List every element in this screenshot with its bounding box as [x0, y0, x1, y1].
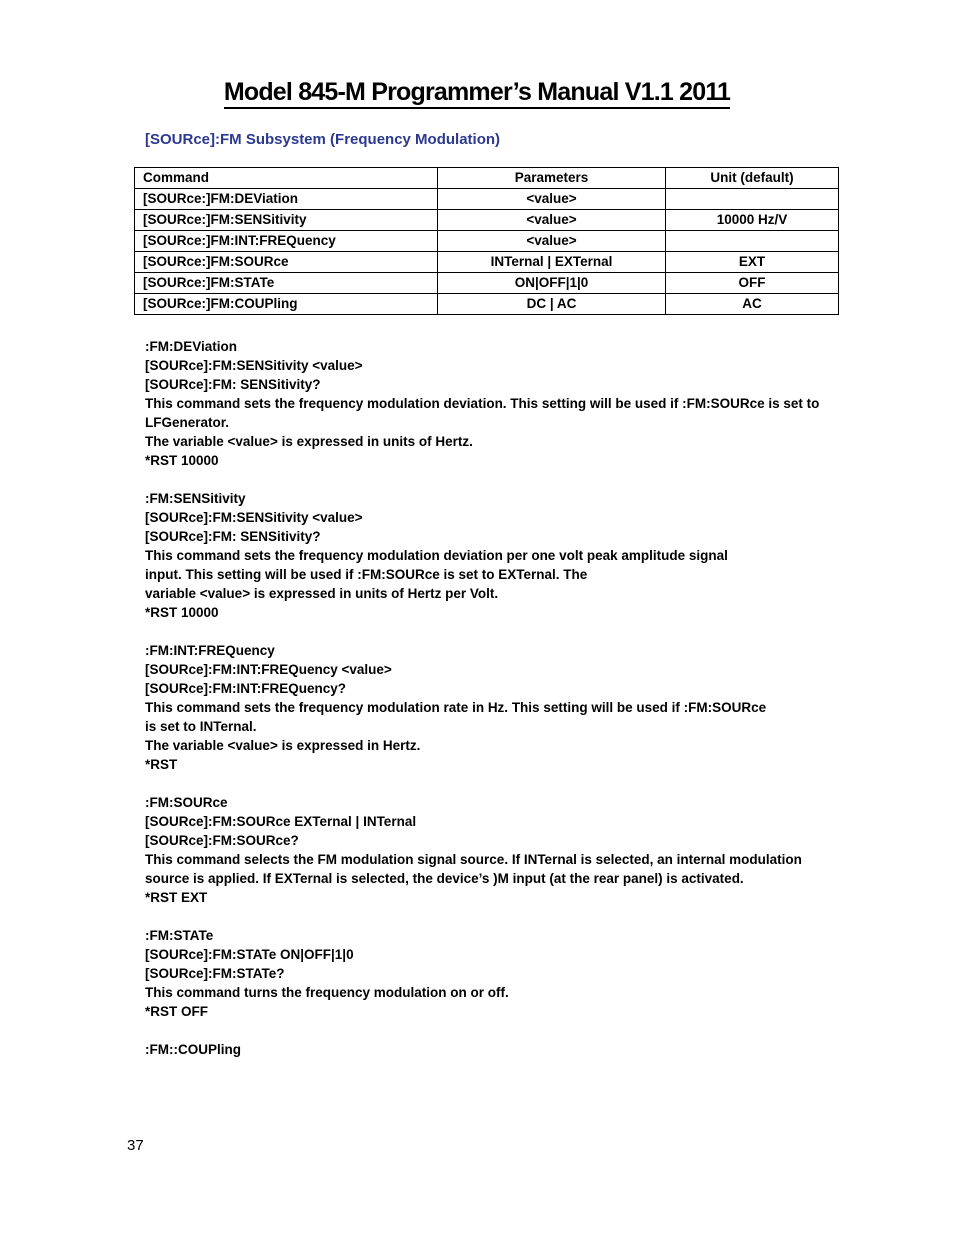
- command-name: :FM:DEViation: [145, 339, 237, 354]
- command-description: is set to INTernal.: [145, 719, 257, 734]
- table-cell-unit: [665, 189, 838, 210]
- command-description: This command turns the frequency modulation on or off.: [145, 985, 509, 1000]
- command-block-state: [145, 926, 825, 1021]
- command-reset-value: *RST 10000: [145, 453, 219, 468]
- command-description: This command sets the frequency modulation deviation. This setting will be used if :FM:SOURce is set to: [145, 396, 820, 411]
- page-number: 37: [127, 1137, 144, 1154]
- table-row: [135, 210, 839, 231]
- command-block-coupling: [145, 1040, 825, 1059]
- command-description: This command sets the frequency modulation deviation per one volt peak amplitude signal: [145, 548, 728, 563]
- command-query: [SOURce]:FM:INT:FREQuency?: [145, 681, 347, 696]
- table-cell-command: [SOURce:]FM:DEViation: [135, 189, 438, 210]
- table-cell-command: [SOURce:]FM:COUPling: [135, 294, 438, 315]
- command-name: :FM:INT:FREQuency: [145, 643, 275, 658]
- table-header-command: Command: [135, 168, 438, 189]
- command-table: [134, 167, 839, 315]
- page-title: [0, 78, 954, 107]
- command-syntax: [SOURce]:FM:STATe ON|OFF|1|0: [145, 947, 354, 962]
- command-query: [SOURce]:FM: SENSitivity?: [145, 377, 321, 392]
- table-cell-command: [SOURce:]FM:INT:FREQuency: [135, 231, 438, 252]
- command-block-deviation: [145, 337, 825, 470]
- table-row: [135, 189, 839, 210]
- table-cell-unit: AC: [665, 294, 838, 315]
- command-syntax: [SOURce]:FM:INT:FREQuency <value>: [145, 662, 392, 677]
- command-reset-value: *RST 10000: [145, 605, 219, 620]
- command-block-int-frequency: [145, 641, 825, 774]
- table-cell-unit: [665, 231, 838, 252]
- command-query: [SOURce]:FM:STATe?: [145, 966, 285, 981]
- command-name: :FM:STATe: [145, 928, 214, 943]
- command-name: :FM::COUPling: [145, 1042, 241, 1057]
- command-description: variable <value> is expressed in units of Hertz per Volt.: [145, 586, 499, 601]
- command-reset-value: *RST: [145, 757, 178, 772]
- command-syntax: [SOURce]:FM:SOURce EXTernal | INTernal: [145, 814, 417, 829]
- table-row: [135, 231, 839, 252]
- table-header-row: [135, 168, 839, 189]
- command-name: :FM:SENSitivity: [145, 491, 246, 506]
- table-cell-parameters: DC | AC: [438, 294, 666, 315]
- section-heading: [SOURce]:FM Subsystem (Frequency Modulation): [145, 131, 501, 148]
- table-cell-parameters: ON|OFF|1|0: [438, 273, 666, 294]
- command-query: [SOURce]:FM:SOURce?: [145, 833, 299, 848]
- table-cell-parameters: INTernal | EXTernal: [438, 252, 666, 273]
- command-description: This command selects the FM modulation signal source. If INTernal is selected, an internal modulation: [145, 852, 802, 867]
- command-descriptions: [145, 337, 825, 1078]
- command-description: input. This setting will be used if :FM:SOURce is set to EXTernal. The: [145, 567, 588, 582]
- table-cell-command: [SOURce:]FM:SOURce: [135, 252, 438, 273]
- table-header-parameters: Parameters: [438, 168, 666, 189]
- command-name: :FM:SOURce: [145, 795, 228, 810]
- table-row: [135, 252, 839, 273]
- table-cell-command: [SOURce:]FM:SENSitivity: [135, 210, 438, 231]
- command-reset-value: *RST OFF: [145, 1004, 208, 1019]
- command-description: The variable <value> is expressed in Hertz.: [145, 738, 421, 753]
- command-query: [SOURce]:FM: SENSitivity?: [145, 529, 321, 544]
- table-cell-parameters: <value>: [438, 210, 666, 231]
- command-description: LFGenerator.: [145, 415, 230, 430]
- table-header-unit: Unit (default): [665, 168, 838, 189]
- page-title-text: Model 845-M Programmer’s Manual V1.1 2011: [224, 78, 730, 109]
- table-cell-parameters: <value>: [438, 231, 666, 252]
- table-row: [135, 294, 839, 315]
- command-reset-value: *RST EXT: [145, 890, 208, 905]
- command-syntax: [SOURce]:FM:SENSitivity <value>: [145, 358, 363, 373]
- table-row: [135, 273, 839, 294]
- table-cell-parameters: <value>: [438, 189, 666, 210]
- table-cell-unit: OFF: [665, 273, 838, 294]
- command-block-sensitivity: [145, 489, 825, 622]
- command-syntax: [SOURce]:FM:SENSitivity <value>: [145, 510, 363, 525]
- table-cell-unit: 10000 Hz/V: [665, 210, 838, 231]
- command-block-source: [145, 793, 825, 907]
- command-description: This command sets the frequency modulation rate in Hz. This setting will be used if :FM:SOURce: [145, 700, 767, 715]
- command-description: The variable <value> is expressed in units of Hertz.: [145, 434, 473, 449]
- table-cell-command: [SOURce:]FM:STATe: [135, 273, 438, 294]
- command-description: source is applied. If EXTernal is selected, the device’s )M input (at the rear panel) is activated.: [145, 871, 744, 886]
- table-cell-unit: EXT: [665, 252, 838, 273]
